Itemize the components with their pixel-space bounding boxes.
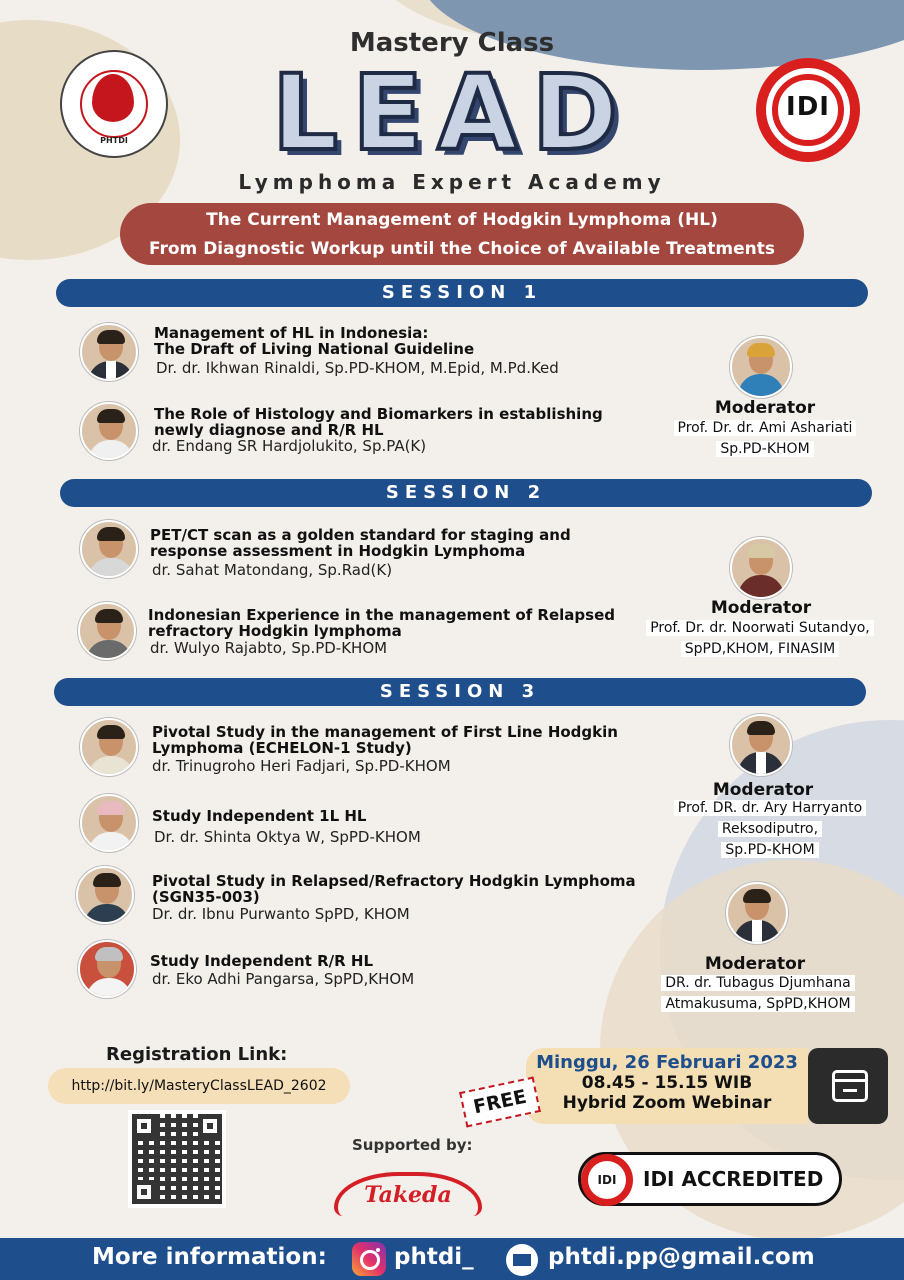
session-1-header: SESSION 1 [56,279,868,307]
takeda-logo: Takeda [330,1166,486,1218]
talk-speaker: Dr. dr. Ikhwan Rinaldi, Sp.PD-KHOM, M.Epid, M.Pd.Ked [156,359,559,377]
free-stamp: FREE [459,1076,541,1127]
event-details [526,1048,808,1124]
supported-by-label: Supported by: [352,1136,473,1154]
accreditation-label: IDI ACCREDITED [643,1167,824,1191]
speaker-photo [80,794,138,852]
calendar-icon [832,1070,868,1102]
moderator-photo [730,336,792,398]
event-format: Hybrid Zoom Webinar [562,1093,772,1113]
registration-link[interactable]: http://bit.ly/MasteryClassLEAD_2602 [48,1068,350,1104]
more-info-label: More information: [92,1244,327,1270]
idi-logo: IDI [756,58,860,162]
moderator-photo [730,714,792,776]
talk-title: The Role of Histology and Biomarkers in establishing newly diagnose and R/R HL [154,405,603,439]
speaker-photo [80,402,138,460]
moderator-photo [730,537,792,599]
speaker-photo [78,940,136,998]
moderator-label: Moderator [714,398,816,418]
speaker-photo [78,602,136,660]
event-time: 08.45 - 15.15 WIB [581,1073,753,1093]
instagram-icon [352,1242,386,1276]
instagram-handle[interactable]: phtdi_ [394,1244,474,1270]
page-title: LEAD [271,52,633,174]
talk-speaker: dr. Wulyo Rajabto, Sp.PD-KHOM [150,639,388,657]
qr-code [128,1110,226,1208]
talk-speaker: Dr. dr. Ibnu Purwanto SpPD, KHOM [152,905,410,923]
talk-title: Indonesian Experience in the management of Relapsed refractory Hodgkin lymphoma [148,606,615,640]
talk-title: Management of HL in Indonesia: The Draft of Living National Guideline [154,324,475,358]
moderator-label: Moderator [712,780,814,800]
talk-speaker: dr. Eko Adhi Pangarsa, SpPD,KHOM [152,970,415,988]
talk-title: Pivotal Study in Relapsed/Refractory Hodgkin Lymphoma (SGN35-003) [152,872,636,906]
page-subtitle: Lymphoma Expert Academy [238,170,666,194]
topic-line-1: The Current Management of Hodgkin Lymphoma (HL) [206,210,718,230]
moderator-label: Moderator [710,598,812,618]
talk-speaker: dr. Trinugroho Heri Fadjari, Sp.PD-KHOM [152,757,451,775]
phtdi-logo: PHTDI [60,50,168,158]
topic-line-2: From Diagnostic Workup until the Choice of Available Treatments [148,239,776,259]
registration-label: Registration Link: [106,1044,288,1065]
speaker-photo [80,520,138,578]
moderator-name: DR. dr. Tubagus Djumhana Atmakusuma, SpPD,KHOM [648,973,868,1015]
talk-speaker: dr. Sahat Matondang, Sp.Rad(K) [152,561,393,579]
speaker-photo [76,866,134,924]
talk-speaker: dr. Endang SR Hardjolukito, Sp.PA(K) [152,437,427,455]
session-3-header: SESSION 3 [54,678,866,706]
email-icon [506,1244,538,1276]
footer-bar [0,1238,904,1280]
topic-banner [120,203,804,265]
calendar-button[interactable] [808,1048,888,1124]
moderator-photo [726,882,788,944]
moderator-name: Prof. Dr. dr. Ami Ashariati Sp.PD-KHOM [660,418,870,460]
talk-title: Study Independent R/R HL [150,952,374,970]
moderator-name: Prof. Dr. dr. Noorwati Sutandyo, SpPD,KHOM, FINASIM [626,618,894,660]
accreditation-badge [578,1152,842,1206]
email-address[interactable]: phtdi.pp@gmail.com [548,1244,815,1270]
speaker-photo [80,718,138,776]
talk-title: PET/CT scan as a golden standard for staging and response assessment in Hodgkin Lymphoma [150,526,571,560]
talk-title: Pivotal Study in the management of First Line Hodgkin Lymphoma (ECHELON-1 Study) [152,723,618,757]
page-kicker: Mastery Class [349,28,555,58]
event-date: Minggu, 26 Februari 2023 [536,1052,798,1073]
idi-seal-icon: IDI [581,1154,633,1206]
moderator-name: Prof. DR. dr. Ary Harryanto Reksodiputro, Sp.PD-KHOM [660,798,880,861]
session-2-header: SESSION 2 [60,479,872,507]
talk-speaker: Dr. dr. Shinta Oktya W, SpPD-KHOM [154,828,421,846]
talk-title: Study Independent 1L HL [152,807,367,825]
moderator-label: Moderator [704,954,806,974]
speaker-photo [80,323,138,381]
